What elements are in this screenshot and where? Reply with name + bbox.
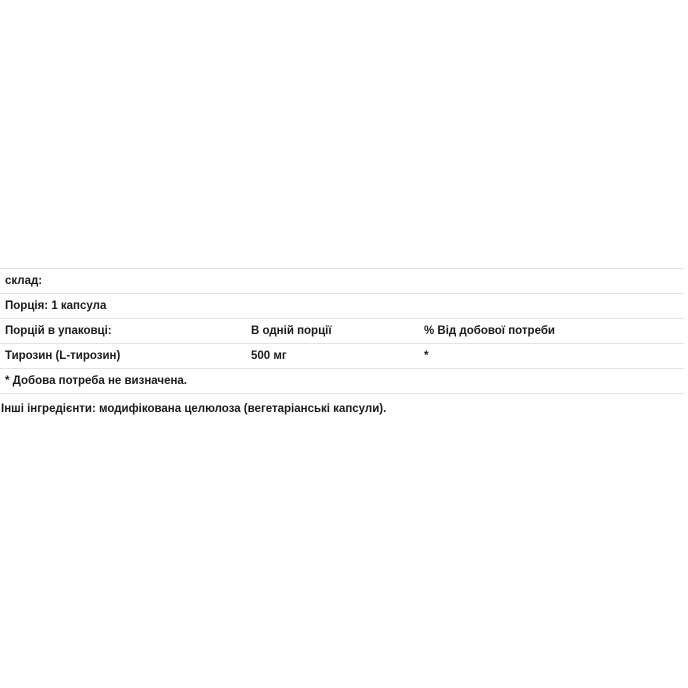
- other-ingredients: Інші інгредієнти: модифікована целюлоза (вегетаріанські капсули).: [1, 403, 387, 415]
- footnote: * Добова потреба не визначена.: [5, 375, 188, 387]
- ingredient-daily-value: *: [424, 350, 429, 362]
- servings-per-container-label: Порцій в упаковці:: [5, 325, 112, 337]
- daily-value-header: % Від добової потреби: [424, 325, 555, 337]
- table-header-row: [0, 319, 684, 344]
- table-row: [0, 344, 684, 369]
- ingredient-name: Тирозин (L-тирозин): [5, 350, 121, 362]
- composition-heading: склад:: [5, 275, 43, 287]
- footnote-row: [0, 369, 684, 394]
- supplement-facts-table: [0, 268, 684, 394]
- per-serving-header: В одній порції: [251, 325, 332, 337]
- heading-row: [0, 269, 684, 294]
- serving-row: [0, 294, 684, 319]
- serving-size: Порція: 1 капсула: [5, 300, 107, 312]
- ingredient-amount: 500 мг: [251, 350, 287, 362]
